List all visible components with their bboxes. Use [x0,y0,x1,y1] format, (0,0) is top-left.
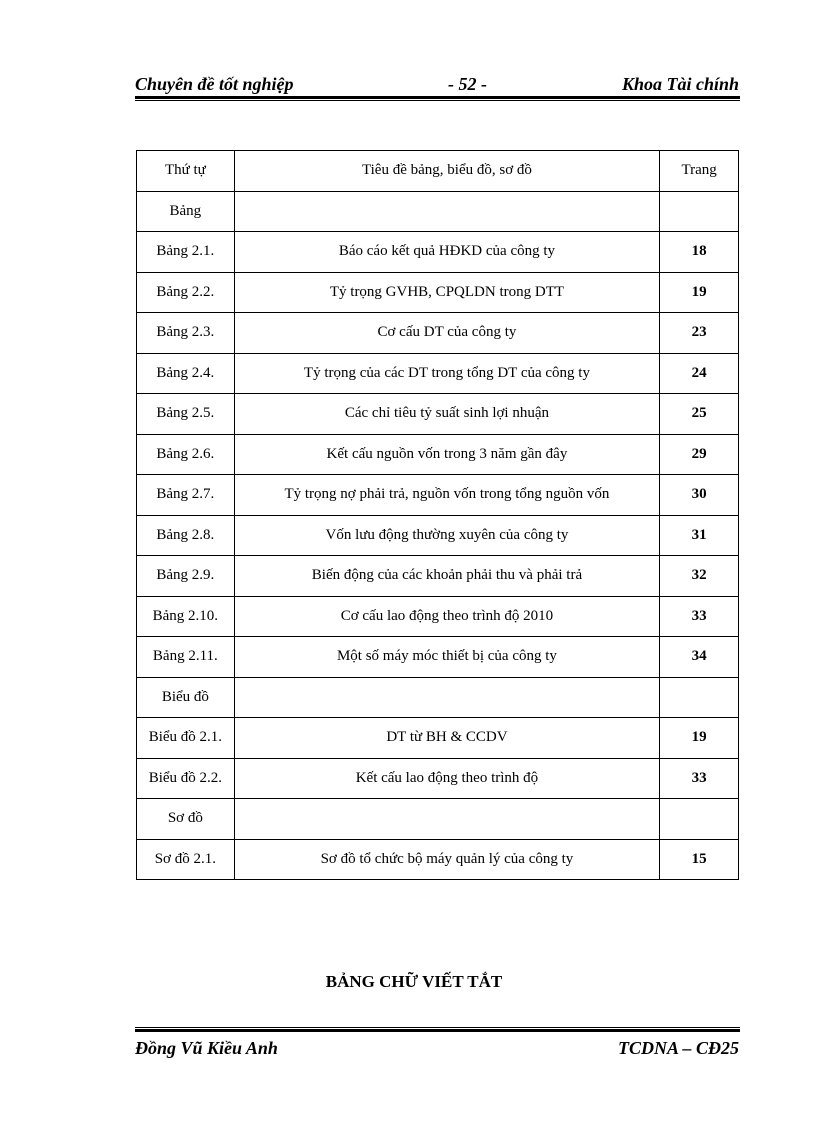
row-title: Biến động của các khoản phải thu và phải trả [234,556,659,597]
table-row [137,232,739,273]
header-department: Khoa Tài chính [621,74,739,94]
page-footer [135,1038,739,1062]
table-row [137,353,739,394]
column-header-order: Thứ tự [137,151,235,192]
row-title: Kết cấu nguồn vốn trong 3 năm gần đây [234,434,659,475]
header-thesis-type: Chuyên đề tốt nghiệp [135,74,294,94]
row-page: 15 [660,839,739,880]
header-page-number: - 52 - [448,74,487,94]
row-page: 25 [660,394,739,435]
row-title: Các chỉ tiêu tỷ suất sinh lợi nhuận [234,394,659,435]
row-order: Sơ đồ 2.1. [137,839,235,880]
row-order: Bảng 2.11. [137,637,235,678]
row-order: Bảng 2.6. [137,434,235,475]
abbreviations-title: BẢNG CHỮ VIẾT TẮT [325,972,503,991]
table-row [137,313,739,354]
row-page: 18 [660,232,739,273]
footer-author: Đồng Vũ Kiều Anh [135,1038,278,1058]
table-row [137,799,739,840]
table-row [137,718,739,759]
table-row [137,434,739,475]
row-order: Sơ đồ [137,799,235,840]
row-order: Bảng 2.10. [137,596,235,637]
row-title: Tỷ trọng của các DT trong tổng DT của công ty [234,353,659,394]
row-page: 19 [660,718,739,759]
row-title [234,677,659,718]
row-title: Báo cáo kết quả HĐKD của công ty [234,232,659,273]
row-title: Tỷ trọng nợ phải trả, nguồn vốn trong tổng nguồn vốn [234,475,659,516]
row-title [234,799,659,840]
table-row [137,394,739,435]
row-order: Bảng 2.4. [137,353,235,394]
row-order: Bảng 2.1. [137,232,235,273]
row-title: Cơ cấu DT của công ty [234,313,659,354]
row-order: Bảng 2.8. [137,515,235,556]
table-row [137,839,739,880]
table-of-figures [136,150,739,880]
column-header-title: Tiêu đề bảng, biểu đồ, sơ đồ [234,151,659,192]
table-header-row [137,151,739,192]
table-row [137,637,739,678]
table-row [137,596,739,637]
row-order: Bảng 2.7. [137,475,235,516]
row-order: Bảng [137,191,235,232]
table-row [137,515,739,556]
row-title: Sơ đồ tổ chức bộ máy quản lý của công ty [234,839,659,880]
row-page: 23 [660,313,739,354]
page-header [135,72,739,96]
row-page [660,191,739,232]
column-header-page: Trang [660,151,739,192]
row-title: Cơ cấu lao động theo trình độ 2010 [234,596,659,637]
table-row [137,272,739,313]
footer-rule-thin [135,1027,740,1028]
row-order: Bảng 2.3. [137,313,235,354]
footer-class: TCDNA – CĐ25 [617,1038,739,1058]
row-page: 34 [660,637,739,678]
row-title: Kết cấu lao động theo trình độ [234,758,659,799]
row-page [660,677,739,718]
table-row [137,191,739,232]
table-row [137,475,739,516]
row-title [234,191,659,232]
row-page [660,799,739,840]
footer-rule-thick [135,1029,740,1032]
row-page: 24 [660,353,739,394]
row-page: 33 [660,758,739,799]
table-row [137,758,739,799]
row-order: Bảng 2.2. [137,272,235,313]
table-row [137,677,739,718]
row-title: Một số máy móc thiết bị của công ty [234,637,659,678]
row-page: 33 [660,596,739,637]
header-rule-thin [135,100,740,101]
header-rule-thick [135,96,740,99]
row-page: 31 [660,515,739,556]
row-page: 29 [660,434,739,475]
row-order: Bảng 2.9. [137,556,235,597]
row-title: Tỷ trọng GVHB, CPQLDN trong DTT [234,272,659,313]
row-title: Vốn lưu động thường xuyên của công ty [234,515,659,556]
row-page: 19 [660,272,739,313]
row-order: Bảng 2.5. [137,394,235,435]
row-order: Biểu đồ 2.1. [137,718,235,759]
row-order: Biểu đồ [137,677,235,718]
table-row [137,556,739,597]
row-page: 32 [660,556,739,597]
row-title: DT từ BH & CCDV [234,718,659,759]
row-page: 30 [660,475,739,516]
row-order: Biểu đồ 2.2. [137,758,235,799]
